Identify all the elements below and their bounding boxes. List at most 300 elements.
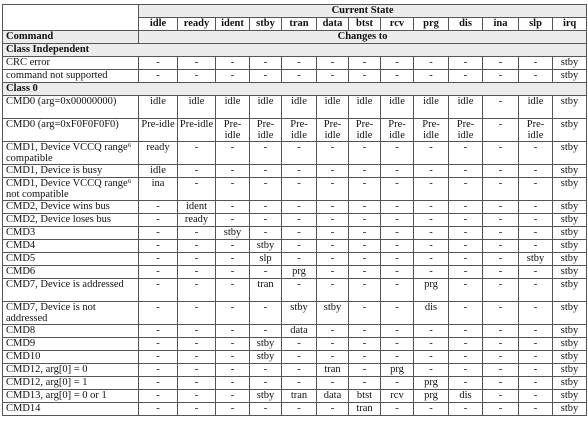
state-cell-ready: -: [178, 364, 216, 377]
state-cell-irq: stby: [553, 227, 587, 240]
state-heading-ina: ina: [483, 18, 519, 31]
state-cell-irq: stby: [553, 325, 587, 338]
state-cell-data: -: [317, 178, 349, 201]
state-cell-prg: -: [414, 351, 449, 364]
state-cell-rcv: -: [381, 165, 414, 178]
state-cell-ident: -: [216, 403, 250, 416]
state-cell-ina: -: [483, 377, 519, 390]
state-cell-irq: stby: [553, 70, 587, 83]
state-cell-ident: -: [216, 279, 250, 302]
state-cell-idle: idle: [139, 96, 178, 119]
state-cell-dis: -: [449, 325, 483, 338]
state-cell-data: -: [317, 253, 349, 266]
table-row: [3, 266, 587, 279]
state-cell-tran: -: [282, 338, 317, 351]
command-cell: CMD6: [3, 266, 139, 279]
state-cell-tran: stby: [282, 302, 317, 325]
state-cell-tran: prg: [282, 266, 317, 279]
state-cell-slp: -: [519, 266, 553, 279]
state-cell-slp: -: [519, 390, 553, 403]
state-cell-prg: prg: [414, 390, 449, 403]
command-cell: CMD3: [3, 227, 139, 240]
state-cell-idle: Pre-idle: [139, 119, 178, 142]
state-cell-rcv: -: [381, 325, 414, 338]
state-cell-ident: -: [216, 390, 250, 403]
state-cell-dis: -: [449, 142, 483, 165]
state-cell-stby: -: [250, 142, 282, 165]
state-cell-rcv: -: [381, 70, 414, 83]
state-cell-prg: -: [414, 178, 449, 201]
state-cell-rcv: -: [381, 57, 414, 70]
state-cell-tran: idle: [282, 96, 317, 119]
state-cell-slp: -: [519, 178, 553, 201]
state-cell-slp: -: [519, 302, 553, 325]
state-cell-slp: -: [519, 240, 553, 253]
state-cell-prg: -: [414, 364, 449, 377]
state-cell-data: -: [317, 165, 349, 178]
state-cell-tran: -: [282, 201, 317, 214]
command-cell: CMD0 (arg=0xF0F0F0F0): [3, 119, 139, 142]
state-cell-ina: -: [483, 96, 519, 119]
state-cell-idle: -: [139, 302, 178, 325]
table-row: [3, 214, 587, 227]
state-cell-dis: -: [449, 70, 483, 83]
state-cell-rcv: -: [381, 227, 414, 240]
state-cell-stby: -: [250, 377, 282, 390]
command-heading: Command: [3, 31, 139, 44]
state-cell-data: -: [317, 240, 349, 253]
state-cell-btst: idle: [349, 96, 381, 119]
state-cell-ident: -: [216, 57, 250, 70]
state-cell-dis: -: [449, 351, 483, 364]
state-cell-ina: -: [483, 214, 519, 227]
state-cell-idle: -: [139, 338, 178, 351]
state-cell-idle: -: [139, 57, 178, 70]
state-cell-stby: -: [250, 302, 282, 325]
state-cell-idle: -: [139, 279, 178, 302]
state-cell-dis: -: [449, 57, 483, 70]
state-heading-stby: stby: [250, 18, 282, 31]
command-cell: CMD5: [3, 253, 139, 266]
state-cell-ident: -: [216, 364, 250, 377]
state-cell-ident: -: [216, 70, 250, 83]
state-cell-idle: -: [139, 214, 178, 227]
state-cell-ident: -: [216, 142, 250, 165]
table-row: [3, 57, 587, 70]
state-cell-irq: stby: [553, 377, 587, 390]
command-cell: CMD7, Device is addressed: [3, 279, 139, 302]
state-cell-btst: -: [349, 302, 381, 325]
state-cell-data: -: [317, 201, 349, 214]
table-row: [3, 364, 587, 377]
state-cell-data: -: [317, 70, 349, 83]
state-cell-dis: -: [449, 338, 483, 351]
state-cell-ready: ident: [178, 201, 216, 214]
table-row: [3, 227, 587, 240]
state-cell-idle: -: [139, 325, 178, 338]
state-heading-ready: ready: [178, 18, 216, 31]
command-cell: CMD1, Device VCCQ range⁶ not compatible: [3, 178, 139, 201]
state-cell-ident: -: [216, 266, 250, 279]
state-cell-rcv: idle: [381, 96, 414, 119]
state-cell-ready: -: [178, 351, 216, 364]
state-cell-prg: -: [414, 227, 449, 240]
table-row: [3, 390, 587, 403]
state-cell-prg: -: [414, 240, 449, 253]
state-cell-tran: -: [282, 403, 317, 416]
state-heading-data: data: [317, 18, 349, 31]
state-cell-btst: -: [349, 351, 381, 364]
state-cell-ident: -: [216, 253, 250, 266]
state-cell-idle: ready: [139, 142, 178, 165]
state-cell-irq: stby: [553, 302, 587, 325]
state-cell-data: -: [317, 338, 349, 351]
state-cell-prg: prg: [414, 279, 449, 302]
state-cell-data: -: [317, 351, 349, 364]
state-cell-ina: -: [483, 201, 519, 214]
state-cell-slp: -: [519, 142, 553, 165]
state-cell-dis: -: [449, 279, 483, 302]
state-cell-dis: -: [449, 227, 483, 240]
state-cell-slp: Pre-idle: [519, 119, 553, 142]
state-cell-idle: -: [139, 403, 178, 416]
state-cell-ready: -: [178, 142, 216, 165]
state-cell-dis: -: [449, 201, 483, 214]
state-cell-tran: -: [282, 70, 317, 83]
state-cell-prg: Pre-idle: [414, 119, 449, 142]
state-cell-dis: -: [449, 403, 483, 416]
state-cell-ready: idle: [178, 96, 216, 119]
state-cell-ready: -: [178, 338, 216, 351]
state-cell-ident: -: [216, 338, 250, 351]
state-cell-data: -: [317, 377, 349, 390]
state-cell-tran: -: [282, 178, 317, 201]
state-cell-prg: idle: [414, 96, 449, 119]
state-cell-tran: -: [282, 279, 317, 302]
state-cell-ready: -: [178, 377, 216, 390]
state-cell-dis: Pre-idle: [449, 119, 483, 142]
state-cell-tran: -: [282, 214, 317, 227]
state-cell-btst: -: [349, 178, 381, 201]
state-cell-prg: -: [414, 70, 449, 83]
command-cell: command not supported: [3, 70, 139, 83]
state-cell-tran: -: [282, 142, 317, 165]
state-cell-ready: -: [178, 266, 216, 279]
state-cell-dis: -: [449, 302, 483, 325]
state-cell-btst: -: [349, 279, 381, 302]
table-row: [3, 351, 587, 364]
state-cell-ina: -: [483, 338, 519, 351]
state-cell-stby: -: [250, 325, 282, 338]
command-cell: CMD12, arg[0] = 1: [3, 377, 139, 390]
state-cell-data: stby: [317, 302, 349, 325]
state-cell-stby: -: [250, 227, 282, 240]
state-cell-prg: -: [414, 57, 449, 70]
state-cell-tran: -: [282, 377, 317, 390]
state-cell-rcv: -: [381, 377, 414, 390]
state-cell-tran: -: [282, 57, 317, 70]
state-cell-dis: -: [449, 240, 483, 253]
state-cell-ina: -: [483, 253, 519, 266]
state-cell-stby: -: [250, 201, 282, 214]
state-cell-ready: -: [178, 403, 216, 416]
state-cell-btst: -: [349, 253, 381, 266]
state-cell-slp: -: [519, 227, 553, 240]
corner-cell: [3, 5, 139, 18]
command-cell: CMD12, arg[0] = 0: [3, 364, 139, 377]
state-heading-irq: irq: [553, 18, 587, 31]
state-cell-btst: -: [349, 266, 381, 279]
state-cell-ident: -: [216, 377, 250, 390]
state-cell-ina: -: [483, 279, 519, 302]
table-row: [3, 178, 587, 201]
state-cell-ready: -: [178, 279, 216, 302]
command-cell: CMD7, Device is not addressed: [3, 302, 139, 325]
state-cell-ident: -: [216, 302, 250, 325]
table-row: [3, 253, 587, 266]
state-cell-dis: -: [449, 377, 483, 390]
state-cell-btst: -: [349, 201, 381, 214]
state-cell-slp: -: [519, 351, 553, 364]
state-cell-prg: -: [414, 214, 449, 227]
section-row: [3, 44, 587, 57]
state-cell-tran: -: [282, 165, 317, 178]
command-cell: CMD1, Device is busy: [3, 165, 139, 178]
state-cell-ina: -: [483, 178, 519, 201]
state-cell-prg: dis: [414, 302, 449, 325]
command-cell: CMD0 (arg=0x00000000): [3, 96, 139, 119]
state-cell-irq: stby: [553, 351, 587, 364]
state-cell-stby: -: [250, 57, 282, 70]
state-cell-data: tran: [317, 364, 349, 377]
state-cell-prg: -: [414, 142, 449, 165]
state-cell-irq: stby: [553, 201, 587, 214]
state-cell-slp: -: [519, 165, 553, 178]
state-cell-ina: -: [483, 240, 519, 253]
table-row: [3, 377, 587, 390]
state-cell-ready: -: [178, 390, 216, 403]
state-cell-rcv: -: [381, 403, 414, 416]
table-row: [3, 240, 587, 253]
state-cell-rcv: -: [381, 178, 414, 201]
state-cell-rcv: -: [381, 338, 414, 351]
command-cell: CMD13, arg[0] = 0 or 1: [3, 390, 139, 403]
state-cell-ina: -: [483, 364, 519, 377]
state-cell-stby: slp: [250, 253, 282, 266]
state-cell-data: -: [317, 142, 349, 165]
state-cell-irq: stby: [553, 165, 587, 178]
corner-cell-2: [3, 18, 139, 31]
state-cell-slp: -: [519, 70, 553, 83]
state-cell-slp: -: [519, 325, 553, 338]
state-cell-btst: -: [349, 325, 381, 338]
state-cell-btst: btst: [349, 390, 381, 403]
state-cell-stby: stby: [250, 351, 282, 364]
state-cell-ready: -: [178, 178, 216, 201]
state-cell-btst: -: [349, 142, 381, 165]
state-cell-ident: -: [216, 351, 250, 364]
state-cell-stby: -: [250, 178, 282, 201]
state-cell-dis: -: [449, 165, 483, 178]
state-heading-ident: ident: [216, 18, 250, 31]
table-row: [3, 119, 587, 142]
state-heading-rcv: rcv: [381, 18, 414, 31]
state-cell-slp: -: [519, 201, 553, 214]
state-cell-irq: stby: [553, 403, 587, 416]
state-cell-dis: -: [449, 253, 483, 266]
state-cell-ready: -: [178, 302, 216, 325]
state-cell-idle: -: [139, 240, 178, 253]
state-cell-ina: -: [483, 266, 519, 279]
state-cell-irq: stby: [553, 266, 587, 279]
state-cell-slp: -: [519, 377, 553, 390]
state-cell-rcv: Pre-idle: [381, 119, 414, 142]
state-cell-tran: -: [282, 351, 317, 364]
state-cell-slp: -: [519, 214, 553, 227]
state-cell-ident: Pre-idle: [216, 119, 250, 142]
state-cell-irq: stby: [553, 253, 587, 266]
state-cell-dis: idle: [449, 96, 483, 119]
state-cell-idle: -: [139, 364, 178, 377]
state-cell-btst: -: [349, 57, 381, 70]
state-cell-btst: -: [349, 70, 381, 83]
state-heading-dis: dis: [449, 18, 483, 31]
state-cell-data: Pre-idle: [317, 119, 349, 142]
state-cell-irq: stby: [553, 142, 587, 165]
state-cell-rcv: -: [381, 302, 414, 325]
state-heading-slp: slp: [519, 18, 553, 31]
state-cell-ready: -: [178, 227, 216, 240]
state-cell-idle: -: [139, 390, 178, 403]
state-cell-btst: -: [349, 364, 381, 377]
state-cell-btst: -: [349, 338, 381, 351]
table-row: [3, 338, 587, 351]
state-cell-stby: idle: [250, 96, 282, 119]
state-cell-idle: -: [139, 253, 178, 266]
state-cell-tran: -: [282, 240, 317, 253]
state-cell-irq: stby: [553, 240, 587, 253]
state-cell-ready: -: [178, 165, 216, 178]
state-cell-rcv: -: [381, 253, 414, 266]
state-cell-tran: data: [282, 325, 317, 338]
state-cell-stby: tran: [250, 279, 282, 302]
state-cell-slp: -: [519, 338, 553, 351]
state-cell-irq: stby: [553, 279, 587, 302]
state-cell-slp: -: [519, 279, 553, 302]
state-cell-irq: stby: [553, 214, 587, 227]
state-cell-data: idle: [317, 96, 349, 119]
state-cell-ina: -: [483, 165, 519, 178]
section-row: [3, 83, 587, 96]
state-cell-dis: -: [449, 178, 483, 201]
state-cell-ident: idle: [216, 96, 250, 119]
state-cell-btst: -: [349, 214, 381, 227]
state-cell-dis: -: [449, 214, 483, 227]
state-cell-data: -: [317, 57, 349, 70]
state-cell-irq: stby: [553, 57, 587, 70]
state-cell-prg: -: [414, 403, 449, 416]
state-cell-irq: stby: [553, 390, 587, 403]
state-cell-stby: Pre-idle: [250, 119, 282, 142]
state-cell-idle: -: [139, 70, 178, 83]
state-cell-prg: prg: [414, 377, 449, 390]
state-cell-prg: -: [414, 201, 449, 214]
state-cell-stby: stby: [250, 240, 282, 253]
state-cell-rcv: -: [381, 279, 414, 302]
state-heading-tran: tran: [282, 18, 317, 31]
command-cell: CRC error: [3, 57, 139, 70]
table-row: [3, 142, 587, 165]
state-cell-ident: -: [216, 325, 250, 338]
command-cell: CMD9: [3, 338, 139, 351]
state-cell-stby: -: [250, 214, 282, 227]
table-row: [3, 279, 587, 302]
state-cell-idle: -: [139, 266, 178, 279]
state-cell-rcv: -: [381, 201, 414, 214]
state-cell-tran: tran: [282, 390, 317, 403]
state-cell-ina: -: [483, 142, 519, 165]
state-cell-rcv: -: [381, 266, 414, 279]
state-cell-ident: -: [216, 214, 250, 227]
state-cell-ina: -: [483, 70, 519, 83]
state-cell-ina: -: [483, 302, 519, 325]
section-title: Class 0: [3, 83, 587, 96]
state-cell-ina: -: [483, 227, 519, 240]
state-cell-ready: -: [178, 253, 216, 266]
table-row: [3, 165, 587, 178]
table-row: [3, 302, 587, 325]
state-cell-idle: -: [139, 201, 178, 214]
state-cell-data: -: [317, 279, 349, 302]
state-cell-irq: stby: [553, 119, 587, 142]
state-cell-idle: idle: [139, 165, 178, 178]
state-cell-ident: -: [216, 201, 250, 214]
state-heading-btst: btst: [349, 18, 381, 31]
state-cell-tran: Pre-idle: [282, 119, 317, 142]
state-cell-idle: -: [139, 377, 178, 390]
section-title: Class Independent: [3, 44, 587, 57]
command-cell: CMD1, Device VCCQ range⁶ compatible: [3, 142, 139, 165]
state-cell-data: -: [317, 214, 349, 227]
state-cell-ina: -: [483, 325, 519, 338]
state-cell-ready: -: [178, 240, 216, 253]
state-cell-idle: ina: [139, 178, 178, 201]
state-cell-ident: -: [216, 178, 250, 201]
state-cell-ready: -: [178, 57, 216, 70]
state-heading-prg: prg: [414, 18, 449, 31]
state-cell-dis: -: [449, 364, 483, 377]
state-cell-ina: -: [483, 351, 519, 364]
state-cell-btst: -: [349, 165, 381, 178]
state-cell-rcv: -: [381, 240, 414, 253]
state-cell-btst: tran: [349, 403, 381, 416]
state-cell-data: -: [317, 403, 349, 416]
current-state-heading: Current State: [139, 5, 587, 18]
command-cell: CMD2, Device loses bus: [3, 214, 139, 227]
state-cell-tran: -: [282, 364, 317, 377]
command-cell: CMD10: [3, 351, 139, 364]
state-cell-ina: -: [483, 390, 519, 403]
state-cell-tran: -: [282, 227, 317, 240]
state-cell-slp: -: [519, 403, 553, 416]
state-cell-irq: stby: [553, 96, 587, 119]
state-cell-irq: stby: [553, 338, 587, 351]
state-cell-idle: -: [139, 227, 178, 240]
command-cell: CMD8: [3, 325, 139, 338]
state-cell-rcv: -: [381, 214, 414, 227]
state-cell-ident: stby: [216, 227, 250, 240]
command-cell: CMD2, Device wins bus: [3, 201, 139, 214]
